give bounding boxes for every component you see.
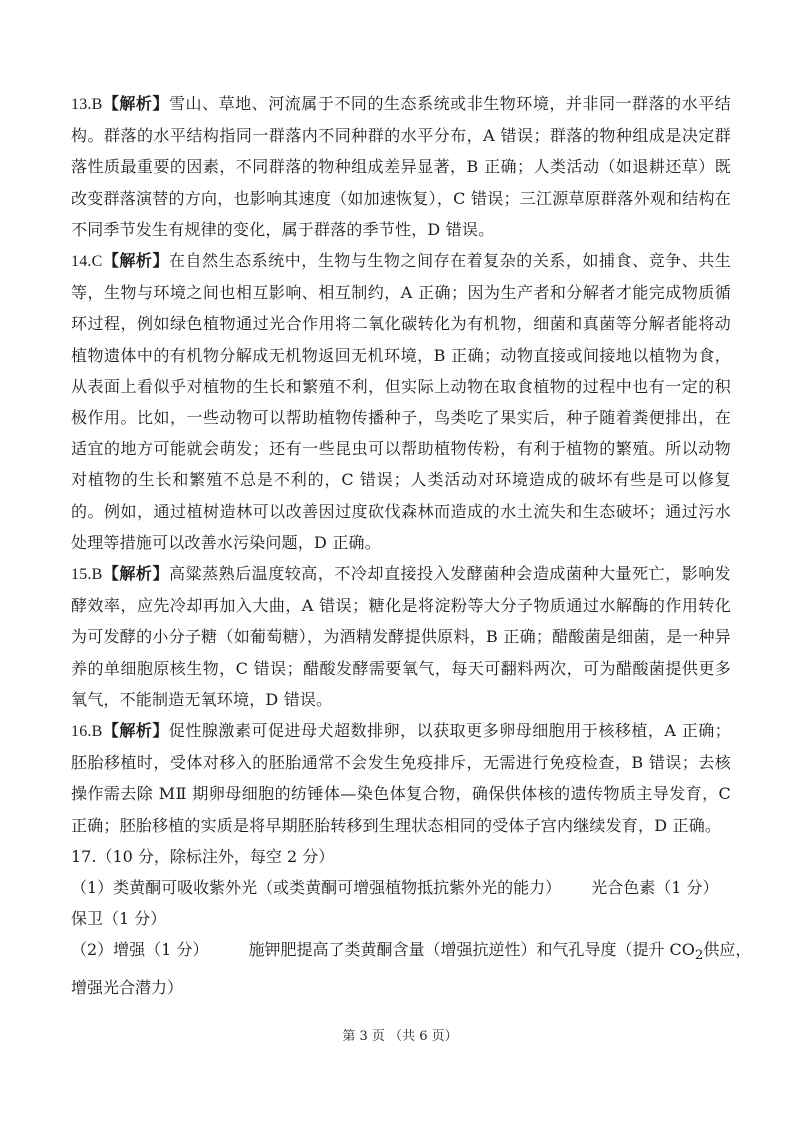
answer-number: 16.B: [71, 723, 103, 741]
q17-part2-text-end: 供应，: [703, 940, 752, 960]
q17-part2-answer-b: [248, 940, 752, 964]
answer-content: [71, 88, 752, 1003]
q17-part2-answer-c: 增强光合潜力）: [71, 977, 184, 997]
answer-number: 13.B: [71, 96, 103, 113]
answer-14: [71, 245, 731, 558]
q17-part1-answer-a: （1）类黄酮可吸收紫外光（或类黄酮可增强植物抵抗紫外光的能力）: [71, 878, 562, 898]
q17-part2-text: 施钾肥提高了类黄酮含量（增强抗逆性）和气孔导度（提升 CO: [248, 940, 695, 960]
analysis-tag: 【解析】: [102, 564, 169, 584]
subscript-2: 2: [694, 948, 704, 964]
q17-part1: [71, 872, 731, 903]
analysis-tag: 【解析】: [102, 251, 169, 271]
analysis-tag: 【解析】: [102, 94, 169, 113]
q17-part1-answer-b: 光合色素（1 分）: [591, 878, 719, 898]
analysis-tag: 【解析】: [102, 721, 169, 741]
q17-part2-answer-a: （2）增强（1 分）: [71, 940, 209, 960]
page-footer: 第 3 页 （共 6 页）: [342, 1029, 458, 1044]
answer-15: [71, 558, 731, 715]
answer-text: 高粱蒸熟后温度较高，不冷却直接投入发酵菌种会造成菌种大量死亡，影响发酵效率，应先冷却再加入大曲，A 错误；糖化是将淀粉等大分子物质通过水解酶的作用转化为可发酵的小分子糖（如葡萄糖），为酒精发酵提供原料，B 正确；醋酸菌是细菌，是一种异养的单细胞原核生物，C 错误；醋酸发酵需要氧气，每天可翻料两次，可为醋酸菌提供更多氧气，不能制造无氧环境，D 错误。: [71, 564, 731, 709]
answer-text: 在自然生态系统中，生物与生物之间存在着复杂的关系，如捕食、竞争、共生等，生物与环境之间也相互影响、相互制约，A 正确；因为生产者和分解者才能完成物质循环过程，例如绿色植物通过光合作用将二氧化碳转化为有机物，细菌和真菌等分解者能将动植物遗体中的有机物分解成无机物返回无机环境，B 正确；动物直接或间接地以植物为食，从表面上看似乎对植物的生长和繁殖不利，但实际上动物在取食植物的过程中也有一定的积极作用。比如，一些动物可以帮助植物传播种子，鸟类吃了果实后，种子随着粪便排出，在适宜的地方可能就会萌发；还有一些昆虫可以帮助植物传粉，有利于植物的繁殖。所以动物对植物的生长和繁殖不总是不利的，C 错误；人类活动对环境造成的破坏有些是可以修复的。例如，通过植树造林可以改善因过度砍伐森林而造成的水土流失和生态破坏；通过污水处理等措施可以改善水污染问题，D 正确。: [71, 251, 731, 552]
answer-number: 14.C: [71, 253, 103, 271]
answer-number: 15.B: [71, 566, 103, 584]
answer-text: 促性腺激素可促进母犬超数排卵，以获取更多卵母细胞用于核移植，A 正确；胚胎移植时，受体对移入的胚胎通常不会发生免疫排斥，无需进行免疫检查，B 错误；去核操作需去除 MⅡ 期卵母细胞的纺锤体—染色体复合物，确保供体核的遗传物质主导发育，C 正确；胚胎移植的实质是将早期胚胎转移到生理状态相同的受体子宫内继续发育，D 正确。: [71, 721, 731, 835]
answer-16: [71, 715, 731, 841]
q17-header: 17.（10 分，除标注外，每空 2 分）: [71, 846, 335, 866]
q17-part2: [71, 934, 752, 971]
question-17: [71, 841, 752, 1003]
answer-13: [71, 88, 731, 245]
answer-text: 雪山、草地、河流属于不同的生态系统或非生物环境，并非同一群落的水平结构。群落的水平结构指同一群落内不同种群的水平分布，A 错误；群落的物种组成是决定群落性质最重要的因素，不同群落的物种组成差异显著，B 正确；人类活动（如退耕还草）既改变群落演替的方向，也影响其速度（如加速恢复），C 错误；三江源草原群落外观和结构在不同季节发生有规律的变化，属于群落的季节性，D 错误。: [71, 94, 731, 239]
q17-part1-answer-c: 保卫（1 分）: [71, 909, 167, 929]
